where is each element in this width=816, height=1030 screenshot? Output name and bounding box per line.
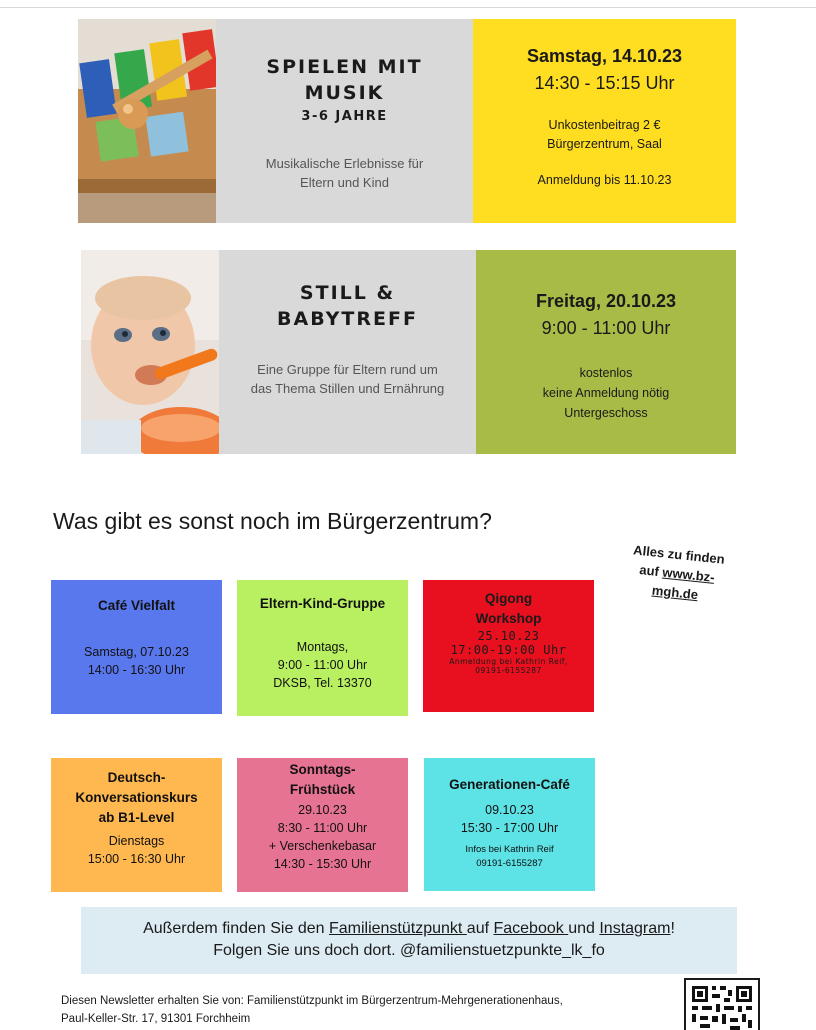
activity-box-sonntags-fruehstueck: Sonntags- Frühstück 29.10.23 8:30 - 11:00 Uhr + Verschenkebasar 14:30 - 15:30 Uhr (237, 758, 408, 892)
activity-title: Generationen-Café (449, 777, 570, 792)
section-heading: Was gibt es sonst noch im Bürgerzentrum? (53, 508, 492, 534)
activity-title: Qigong Workshop (475, 591, 542, 626)
event-date: Freitag, 20.10.23 (535, 291, 677, 311)
activity-title: Deutsch- Konversationskurs ab B1-Level (75, 770, 198, 825)
activity-box-cafe-vielfalt: Café Vielfalt Samstag, 07.10.23 14:00 - 16:30 Uhr (51, 580, 222, 714)
website-link-continued[interactable]: mgh.de (651, 582, 699, 603)
event-description-panel (216, 19, 473, 223)
event-card-spielen-mit-musik (78, 19, 736, 223)
activity-box-deutsch-konversationskurs: Deutsch- Konversationskurs ab B1-Level Dienstags 15:00 - 16:30 Uhr (51, 758, 222, 892)
familienstuetzpunkt-link[interactable]: Familienstützpunkt (328, 920, 467, 937)
xylophone-photo (78, 19, 216, 223)
event-date: Samstag, 14.10.23 (526, 46, 683, 66)
event-info: Unkostenbeitrag 2 € Bürgerzentrum, Saal (547, 118, 662, 151)
event-age-range: 3-6 JAHRE (301, 109, 388, 124)
social-media-banner: Außerdem finden Sie den Familienstützpunkt auf Facebook und Instagram! Folgen Sie uns doch dort. @familienstuetzpunkte_lk_fo (81, 907, 737, 974)
qr-code-icon (684, 978, 760, 1030)
event-details-panel (473, 19, 736, 223)
activity-box-qigong-workshop: Qigong Workshop 25.10.23 17:00-19:00 Uhr Anmeldung bei Kathrin Reif, 09191-6155287 (423, 580, 594, 712)
activity-box-generationen-cafe: Generationen-Café 09.10.23 15:30 - 17:00 Uhr Infos bei Kathrin Reif 09191-6155287 (424, 758, 595, 891)
newsletter-footer: Diesen Newsletter erhalten Sie von: Familienstützpunkt im Bürgerzentrum-Mehrgenerationenhaus, Paul-Keller-Str. 17, 91301 Forchheim (61, 995, 563, 1025)
event-title: STILL & BABYTREFF (277, 282, 418, 330)
event-title: SPIELEN MIT MUSIK (266, 56, 423, 104)
instagram-link[interactable]: Instagram (599, 920, 671, 937)
activity-title: Café Vielfalt (97, 598, 176, 613)
activity-title: Eltern-Kind-Gruppe (259, 596, 386, 611)
baby-photo (81, 250, 219, 454)
facebook-link[interactable]: Facebook (493, 920, 569, 937)
top-divider (0, 7, 816, 8)
website-link[interactable]: www.bz- (661, 564, 716, 585)
event-info: kostenlos keine Anmeldung nötig Untergeschoss (542, 366, 670, 420)
event-details-panel (476, 250, 736, 454)
event-description-panel (219, 250, 476, 454)
event-description: Eine Gruppe für Eltern rund um das Thema Stillen und Ernährung (250, 362, 445, 396)
activity-title: Sonntags- Frühstück (289, 762, 356, 797)
event-description: Musikalische Erlebnisse für Eltern und Kind (265, 156, 424, 190)
event-card-still-babytreff (81, 250, 736, 454)
event-time: 9:00 - 11:00 Uhr (541, 318, 671, 338)
website-hint: Alles zu finden auf www.bz- mgh.de (619, 539, 734, 607)
event-time: 14:30 - 15:15 Uhr (534, 73, 675, 93)
social-follow-line: Folgen Sie uns doch dort. @familienstuetzpunkte_lk_fo (213, 942, 605, 959)
event-registration: Anmeldung bis 11.10.23 (537, 173, 672, 187)
activity-box-eltern-kind-gruppe: Eltern-Kind-Gruppe Montags, 9:00 - 11:00 Uhr DKSB, Tel. 13370 (237, 580, 408, 716)
